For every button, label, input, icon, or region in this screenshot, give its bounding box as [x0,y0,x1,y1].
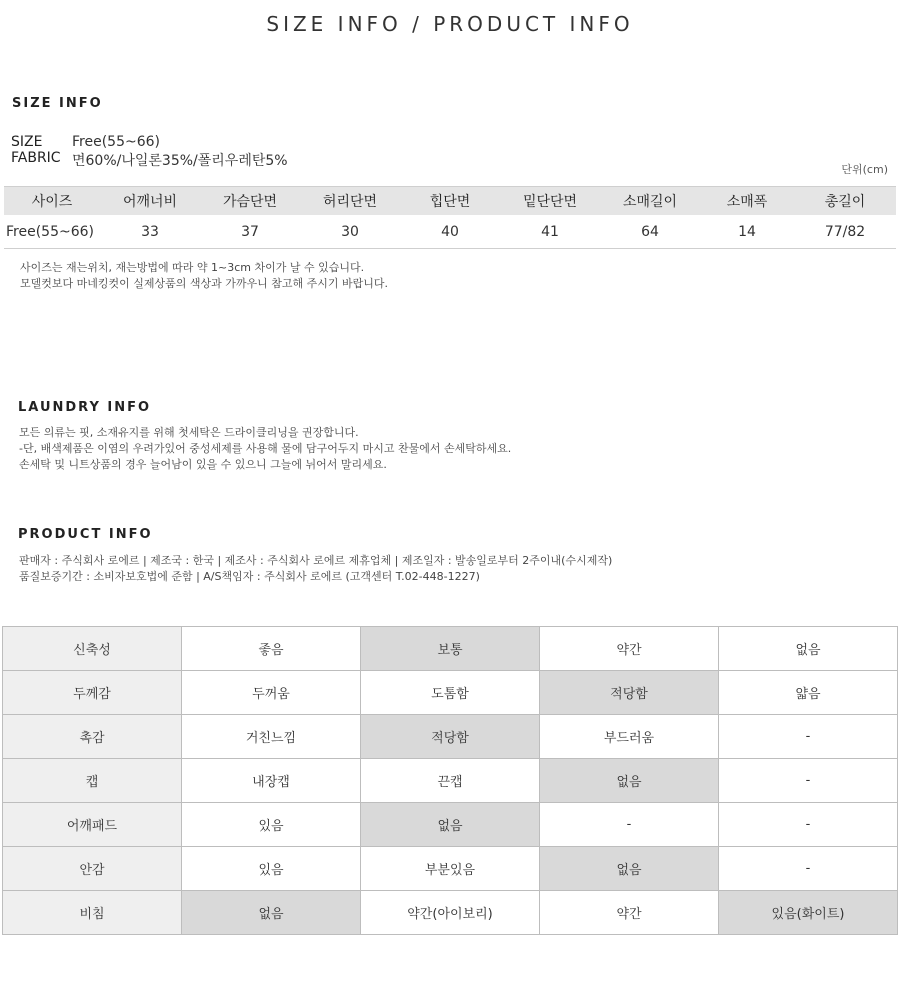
size-table-header: 가슴단면 [200,187,300,216]
attribute-label: 두께감 [3,671,182,715]
product-note-line: 품질보증기간 : 소비자보호법에 준함 | A/S책임자 : 주식회사 로에르 (고객센터 T.02-448-1227) [19,570,480,583]
attribute-option: 부드러움 [540,715,719,759]
attribute-row [3,847,898,891]
attribute-option: 있음 [182,847,361,891]
size-info-heading: SIZE INFO [12,96,103,111]
attribute-option-selected: 적당함 [540,671,719,715]
size-table-cell: 37 [200,215,300,249]
laundry-note-line: 모든 의류는 핏, 소재유지를 위해 첫세탁은 드라이클리닝을 권장합니다. [19,426,359,439]
attribute-row [3,627,898,671]
attribute-option-selected: 없음 [182,891,361,935]
attribute-option: 얇음 [719,671,898,715]
attribute-option: 거친느낌 [182,715,361,759]
size-table-cell: 41 [500,215,600,249]
attribute-option: 없음 [719,627,898,671]
attribute-label: 어깨패드 [3,803,182,847]
product-note-line: 판매자 : 주식회사 로에르 | 제조국 : 한국 | 제조사 : 주식회사 로에르 제휴업체 | 제조일자 : 발송일로부터 2주이내(수시제작) [19,554,613,567]
size-table-header: 힙단면 [400,187,500,216]
size-note-line: 사이즈는 재는위치, 재는방법에 따라 약 1~3cm 차이가 날 수 있습니다. [20,261,365,274]
attribute-option: 두꺼움 [182,671,361,715]
attribute-option-selected: 없음 [540,759,719,803]
fabric-label: FABRIC [11,150,61,166]
size-table-row [4,215,896,249]
size-table-header: 사이즈 [4,187,100,216]
attribute-row [3,671,898,715]
size-table-cell: 33 [100,215,200,249]
attribute-option-selected: 적당함 [361,715,540,759]
size-notes [20,260,388,292]
attribute-option: - [719,803,898,847]
size-table-cell: Free(55~66) [4,215,100,249]
attribute-option: - [719,759,898,803]
attribute-option: 약간(아이보리) [361,891,540,935]
attribute-row [3,759,898,803]
size-table-header: 밑단단면 [500,187,600,216]
attribute-label: 안감 [3,847,182,891]
unit-note: 단위(cm) [841,163,888,176]
attribute-label: 캡 [3,759,182,803]
attribute-option: 약간 [540,891,719,935]
attribute-option: 도톰함 [361,671,540,715]
laundry-notes [19,425,511,473]
attribute-option-selected: 있음(화이트) [719,891,898,935]
laundry-note-line: 손세탁 및 니트상품의 경우 늘어남이 있을 수 있으니 그늘에 뉘어서 말리세요. [19,458,387,471]
size-table-header: 소매폭 [700,187,794,216]
size-table-cell: 64 [600,215,700,249]
attribute-option: - [719,715,898,759]
size-table-header-row [4,187,896,216]
size-table-cell: 30 [300,215,400,249]
attribute-option-selected: 없음 [540,847,719,891]
laundry-note-line: -단, 배색제품은 이염의 우려가있어 중성세제를 사용해 물에 담구어두지 마시고 찬물에서 손세탁하세요. [19,442,512,455]
size-value: Free(55~66) [72,134,160,150]
attribute-table [2,626,898,935]
size-table [4,186,896,249]
attribute-option: 좋음 [182,627,361,671]
laundry-info-heading: LAUNDRY INFO [18,400,152,415]
attribute-option-selected: 없음 [361,803,540,847]
attribute-option: 끈캡 [361,759,540,803]
product-notes [19,553,612,585]
attribute-option-selected: 보통 [361,627,540,671]
size-table-header: 소매길이 [600,187,700,216]
size-label: SIZE [11,134,43,150]
attribute-option: 내장캡 [182,759,361,803]
attribute-row [3,891,898,935]
size-table-cell: 14 [700,215,794,249]
size-table-header: 총길이 [794,187,896,216]
attribute-label: 신축성 [3,627,182,671]
attribute-option: - [540,803,719,847]
attribute-label: 비침 [3,891,182,935]
size-table-header: 허리단면 [300,187,400,216]
attribute-label: 촉감 [3,715,182,759]
size-note-line: 모델컷보다 마네킹컷이 실제상품의 색상과 가까우니 참고해 주시기 바랍니다. [20,277,389,290]
size-table-header: 어깨너비 [100,187,200,216]
attribute-row [3,803,898,847]
product-info-heading: PRODUCT INFO [18,527,153,542]
attribute-option: 약간 [540,627,719,671]
attribute-option: 부분있음 [361,847,540,891]
size-table-cell: 40 [400,215,500,249]
fabric-value: 면60%/나일론35%/폴리우레탄5% [72,153,288,169]
attribute-row [3,715,898,759]
attribute-option: 있음 [182,803,361,847]
attribute-option: - [719,847,898,891]
size-table-cell: 77/82 [794,215,896,249]
page-title: SIZE INFO / PRODUCT INFO [266,12,634,36]
